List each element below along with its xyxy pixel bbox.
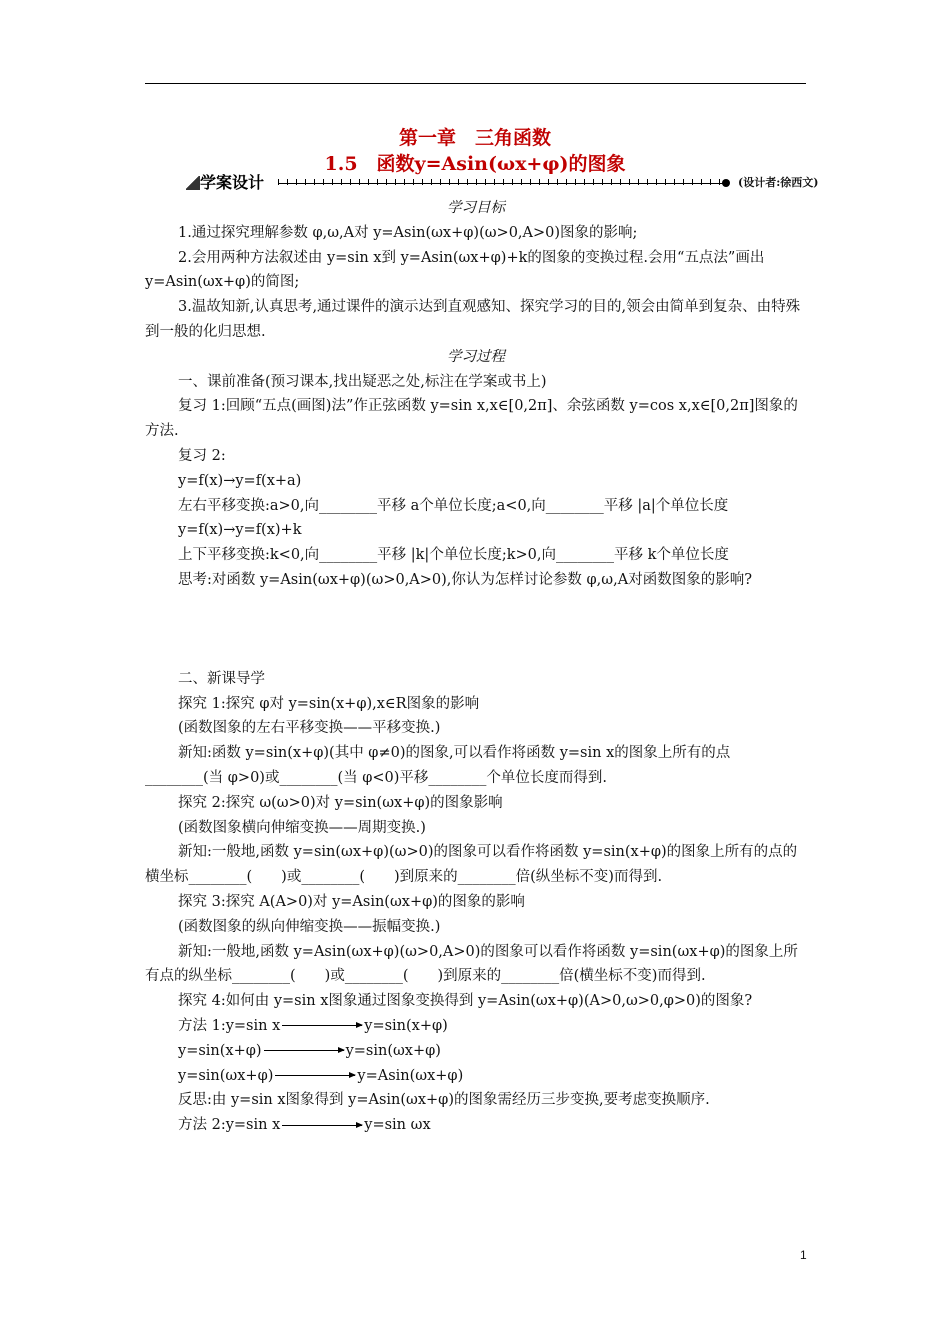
banner-mark-icon <box>186 176 200 190</box>
header-rule <box>145 83 806 84</box>
chapter-title: 第一章 三角函数 <box>398 127 551 149</box>
part2-title: 二、新课导学 <box>178 670 265 687</box>
arrow-icon <box>282 1025 362 1026</box>
explore2-new: 新知:一般地,函数 y=sin(ωx+φ)(ω>0)的图象可以看作将函数 y=sin(x+φ)的图象上所有的点的横坐标________( )或________( )到原来的________倍(纵坐标不变)而得到. <box>145 844 798 886</box>
shift-formula-a: y=f(x)→y=f(x+a) <box>178 472 302 489</box>
reflection: 反思:由 y=sin x图象得到 y=Asin(ωx+φ)的图象需经历三步变换,要考虑变换顺序. <box>178 1092 710 1109</box>
arrow-icon <box>282 1125 362 1126</box>
document-body <box>145 196 807 1138</box>
answer-space <box>145 593 807 667</box>
method1-from3: y=sin(ωx+φ) <box>178 1067 274 1084</box>
goal-item: 1.通过探究理解参数 φ,ω,A对 y=Asin(ωx+φ)(ω>0,A>0)图象的影响; <box>178 224 638 241</box>
arrow-icon <box>275 1075 355 1076</box>
shift-desc-k: 上下平移变换:k<0,向________平移 |k|个单位长度;k>0,向________平移 k个单位长度 <box>178 547 729 564</box>
banner-title: 学案设计 <box>200 173 265 192</box>
method1-step1 <box>145 1014 807 1039</box>
method1-result1: y=sin(x+φ) <box>364 1017 448 1034</box>
method2-step1 <box>145 1113 807 1138</box>
section-banner <box>186 172 858 194</box>
method1-label: 方法 1:y=sin x <box>178 1017 281 1034</box>
method2-result1: y=sin ωx <box>364 1117 431 1134</box>
goal-item: 3.温故知新,认真思考,通过课件的演示达到直观感知、探究学习的目的,领会由简单到复杂、由特殊到一般的化归思想. <box>145 299 801 340</box>
designer-credit: (设计者:徐西文) <box>738 176 819 189</box>
goals-heading: 学习目标 <box>447 200 505 216</box>
explore1-title: 探究 1:探究 φ对 y=sin(x+φ),x∈R图象的影响 <box>178 695 480 712</box>
explore1-new: 新知:函数 y=sin(x+φ)(其中 φ≠0)的图象,可以看作将函数 y=sin x的图象上所有的点________(当 φ>0)或________(当 φ<0)平移________个单位长度而得到. <box>145 745 731 786</box>
section-title: 1.5 函数y=Asin(ωx+φ)的图象 <box>324 153 626 175</box>
explore2-title: 探究 2:探究 ω(ω>0)对 y=sin(ωx+φ)的图象影响 <box>178 794 503 811</box>
method2-label: 方法 2:y=sin x <box>178 1117 281 1134</box>
explore2-note: (函数图象横向伸缩变换——周期变换.) <box>178 819 426 836</box>
review1: 复习 1:回顾“五点(画图)法”作正弦函数 y=sin x,x∈[0,2π]、余弦函数 y=cos x,x∈[0,2π]图象的方法. <box>145 398 798 440</box>
method1-step3 <box>145 1064 807 1089</box>
shift-desc-a: 左右平移变换:a>0,向________平移 a个单位长度;a<0,向________平移 |a|个单位长度 <box>178 497 729 514</box>
process-heading: 学习过程 <box>447 348 505 365</box>
shift-formula-k: y=f(x)→y=f(x)+k <box>178 522 302 539</box>
goal-item: 2.会用两种方法叙述由 y=sin x到 y=Asin(ωx+φ)+k的图象的变换过程.会用“五点法”画出 y=Asin(ωx+φ)的简图; <box>145 249 765 291</box>
method1-result2: y=sin(ωx+φ) <box>345 1042 441 1059</box>
explore4-title: 探究 4:如何由 y=sin x图象通过图象变换得到 y=Asin(ωx+φ)(A>0,ω>0,φ>0)的图象? <box>178 993 753 1010</box>
part1-title: 一、课前准备(预习课本,找出疑恶之处,标注在学案或书上) <box>178 373 547 390</box>
method1-step2 <box>145 1039 807 1064</box>
method1-result3: y=Asin(ωx+φ) <box>357 1067 464 1084</box>
banner-dot-icon <box>722 179 730 187</box>
explore3-new: 新知:一般地,函数 y=Asin(ωx+φ)(ω>0,A>0)的图象可以看作将函数 y=sin(ωx+φ)的图象上所有点的纵坐标________( )或________( )到原来的________倍(横坐标不变)而得到. <box>145 943 798 985</box>
arrow-icon <box>264 1050 344 1051</box>
explore3-title: 探究 3:探究 A(A>0)对 y=Asin(ωx+φ)的图象的影响 <box>178 893 525 910</box>
page-number: 1 <box>800 1248 807 1262</box>
explore3-note: (函数图象的纵向伸缩变换——振幅变换.) <box>178 918 441 935</box>
banner-ticks <box>278 179 726 185</box>
explore1-note: (函数图象的左右平移变换——平移变换.) <box>178 720 441 737</box>
method1-from2: y=sin(x+φ) <box>178 1042 262 1059</box>
review2: 复习 2: <box>178 447 226 464</box>
think-question: 思考:对函数 y=Asin(ωx+φ)(ω>0,A>0),你认为怎样讨论参数 φ,ω,A对函数图象的影响? <box>178 571 752 588</box>
